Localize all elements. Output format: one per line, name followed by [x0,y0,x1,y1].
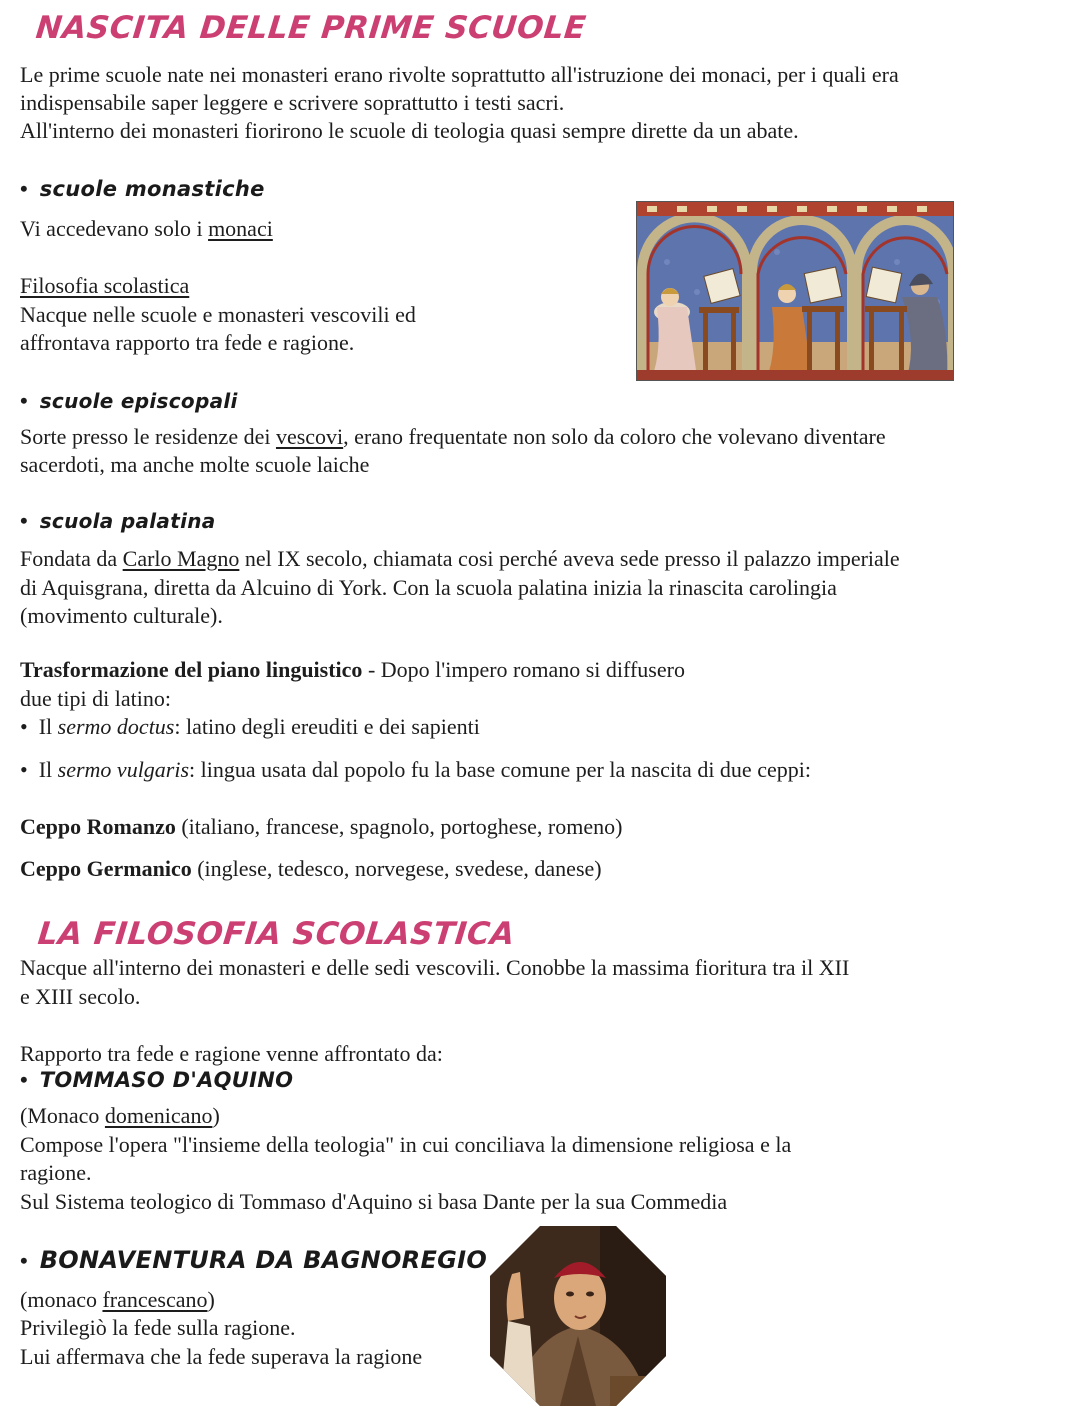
heading-bonaventura: • BONAVENTURA DA BAGNOREGIO [20,1246,488,1274]
palatina-line-3: (movimento culturale). [20,603,223,628]
section-title-filosofia: LA FILOSOFIA SCOLASTICA [36,916,517,952]
tommaso-line-1: Compose l'opera "l'insieme della teologia" in cui conciliava la dimensione religiosa e la [20,1132,792,1157]
bonaventura-line-2: Lui affermava che la fede superava la ragione [20,1344,423,1369]
filosofia-line-1: Nacque nelle scuole e monasteri vescovili ed [20,302,416,327]
heading-palatina: • scuola palatina [20,508,216,533]
filosofia-line-2: affrontava rapporto tra fede e ragione. [20,330,355,355]
palatina-line-2: di Aquisgrana, diretta da Alcuino di York. Con la scuola palatina inizia la rinascita carolingia [20,575,837,600]
intro-line-2: indispensabile saper leggere e scrivere soprattutto i testi sacri. [20,90,565,115]
heading-tommaso: • TOMMASO D'AQUINO [20,1067,294,1092]
sermo-vulgaris-item: • Il sermo vulgaris: lingua usata dal popolo fu la base comune per la nascita di due ceppi: [20,757,811,782]
tommaso-order: (Monaco domenicano) [20,1103,220,1128]
monastiche-text: Vi accedevano solo i monaci [20,216,273,241]
intro-line-1: Le prime scuole nate nei monasteri erano rivolte soprattutto all'istruzione dei monaci, per i quali era [20,62,899,87]
palatina-line-1: Fondata da Carlo Magno nel IX secolo, chiamata cosi perché aveva sede presso il palazzo imperiale [20,546,900,571]
rapporto-line: Rapporto tra fede e ragione venne affrontato da: [20,1041,443,1066]
tommaso-line-3: Sul Sistema teologico di Tommaso d'Aquino si basa Dante per la sua Commedia [20,1189,728,1214]
sermo-doctus-item: • Il sermo doctus: latino degli ereuditi e dei sapienti [20,714,480,739]
monks-manuscript-image [636,201,954,381]
linguistico-line-1: Trasformazione del piano linguistico - Dopo l'impero romano si diffusero [20,657,685,682]
heading-episcopali: • scuole episcopali [20,388,238,413]
bonaventura-line-1: Privilegiò la fede sulla ragione. [20,1315,296,1340]
section-title-nascita: NASCITA DELLE PRIME SCUOLE [34,10,588,46]
filosofia-intro-2: e XIII secolo. [20,984,141,1009]
ceppo-germanico: Ceppo Germanico (inglese, tedesco, norvegese, svedese, danese) [20,856,602,881]
filosofia-scolastica-subheading: Filosofia scolastica [20,273,190,298]
linguistico-line-2: due tipi di latino: [20,686,171,711]
filosofia-intro-1: Nacque all'interno dei monasteri e delle sedi vescovili. Conobbe la massima fioritura tra il XII [20,955,850,980]
episcopali-line-2: sacerdoti, ma anche molte scuole laiche [20,452,370,477]
episcopali-line-1: Sorte presso le residenze dei vescovi, erano frequentate non solo da coloro che volevano diventare [20,424,886,449]
tommaso-line-2: ragione. [20,1160,92,1185]
bonaventura-order: (monaco francescano) [20,1287,215,1312]
bonaventura-portrait-image [490,1226,666,1406]
intro-line-3: All'interno dei monasteri fiorirono le scuole di teologia quasi sempre dirette da un abate. [20,118,799,143]
heading-monastiche: • scuole monastiche [20,176,265,201]
ceppo-romanzo: Ceppo Romanzo (italiano, francese, spagnolo, portoghese, romeno) [20,814,623,839]
